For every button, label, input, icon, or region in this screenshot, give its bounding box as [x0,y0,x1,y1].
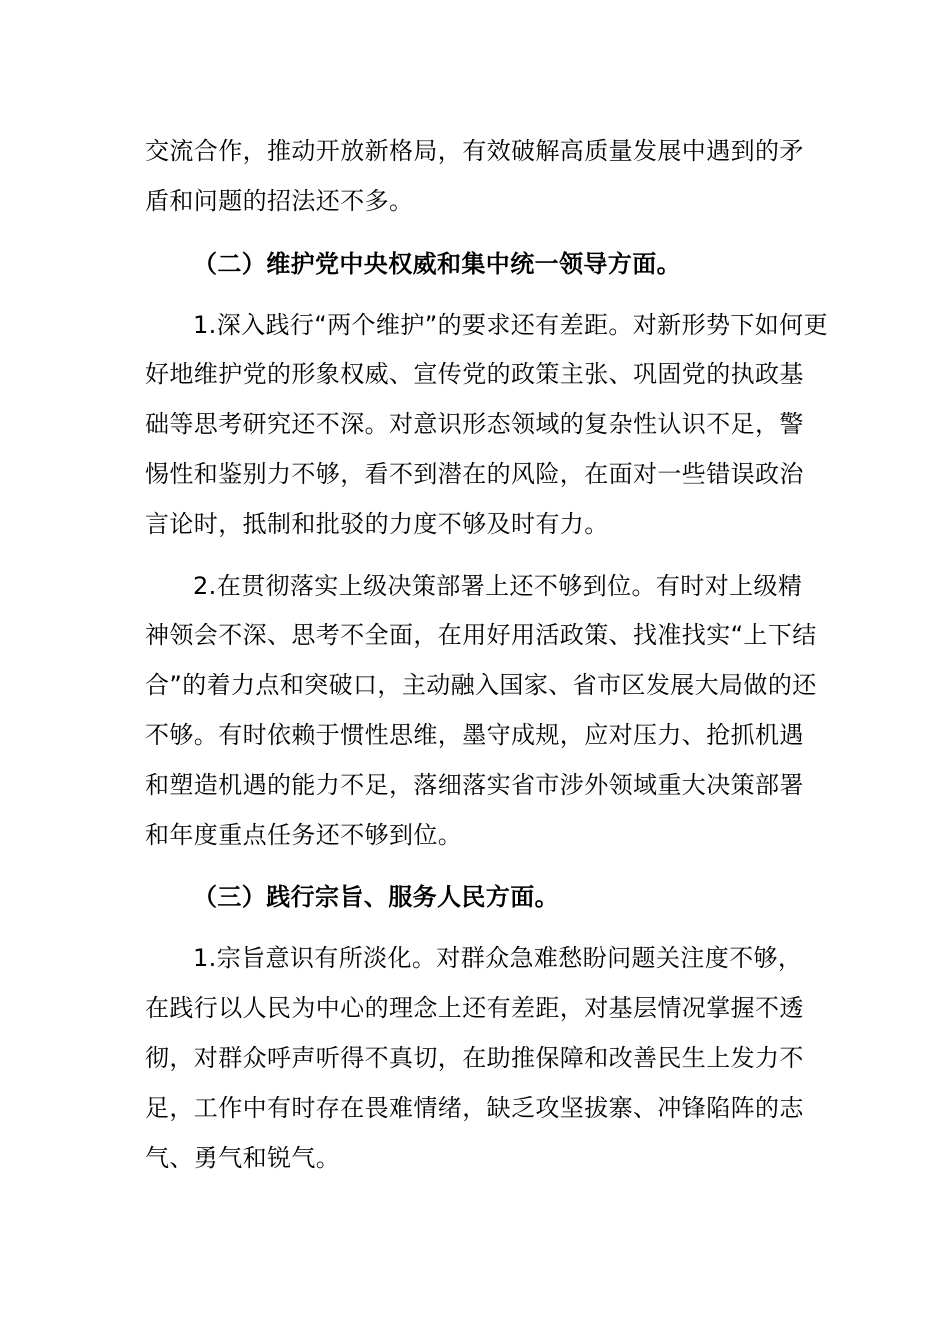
paragraph-line: 和塑造机遇的能力不足，落细落实省市涉外领域重大决策部署 [145,771,804,799]
section-heading-3: （三）践行宗旨、服务人民方面。 [193,883,559,911]
paragraph-line: 和年度重点任务还不够到位。 [145,821,463,849]
paragraph-line: 交流合作，推动开放新格局，有效破解高质量发展中遇到的矛 [145,137,804,165]
paragraph-line: 2.在贯彻落实上级决策部署上还不够到位。有时对上级精 [193,572,803,600]
paragraph-line: 础等思考研究还不深。对意识形态领域的复杂性认识不足，警 [145,410,804,438]
paragraph-line: 神领会不深、思考不全面，在用好用活政策、找准找实“上下结 [145,621,817,649]
paragraph-line: 1.宗旨意识有所淡化。对群众急难愁盼问题关注度不够， [193,944,803,972]
paragraph-line: 1.深入践行“两个维护”的要求还有差距。对新形势下如何更 [193,311,828,339]
paragraph-line: 气、勇气和锐气。 [145,1144,341,1172]
paragraph-line: 盾和问题的招法还不多。 [145,187,414,215]
paragraph-line: 不够。有时依赖于惯性思维，墨守成规，应对压力、抢抓机遇 [145,721,804,749]
paragraph-line: 彻，对群众呼声听得不真切，在助推保障和改善民生上发力不 [145,1044,804,1072]
paragraph-line: 在践行以人民为中心的理念上还有差距，对基层情况掌握不透 [145,994,804,1022]
paragraph-line: 合”的着力点和突破口，主动融入国家、省市区发展大局做的还 [145,671,817,699]
paragraph-line: 好地维护党的形象权威、宣传党的政策主张、巩固党的执政基 [145,360,804,388]
paragraph-line: 言论时，抵制和批驳的力度不够及时有力。 [145,510,609,538]
section-heading-2: （二）维护党中央权威和集中统一领导方面。 [193,250,681,278]
paragraph-line: 惕性和鉴别力不够，看不到潜在的风险，在面对一些错误政治 [145,460,804,488]
paragraph-line: 足，工作中有时存在畏难情绪，缺乏攻坚拔寨、冲锋陷阵的志 [145,1094,804,1122]
